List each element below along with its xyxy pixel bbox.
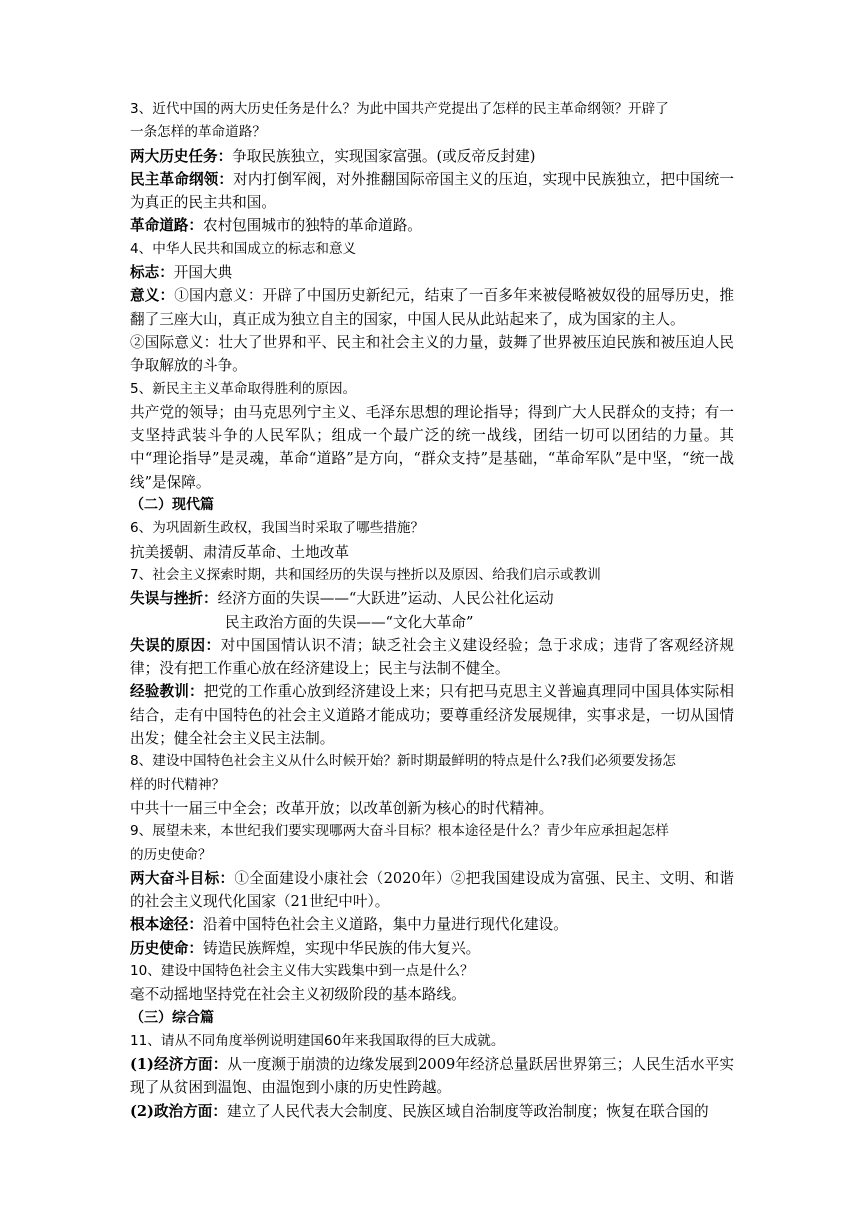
question-7: 7、社会主义探索时期，共和国经历的失误与挫折以及原因、给我们启示或教训 (130, 566, 601, 583)
document-page (130, 98, 734, 1123)
answer-8: 中共十一届三中全会；改革开放；以改革创新为核心的时代精神。 (130, 799, 554, 817)
question-3-line-1: 3、近代中国的两大历史任务是什么？为此中国共产党提出了怎样的民主革命纲领？开辟了 (130, 101, 669, 117)
answer-9-goals-text: ①全面建设小康社会（2020年）②把我国建设成为富强、民主、文明、和谐的社会主义现代化国家（21世纪中叶）。 (130, 869, 734, 911)
answer-11-economy (130, 1053, 734, 1100)
question-9-line-2: 的历史使命？ (130, 846, 212, 863)
answer-4-meaning-text: ①国内意义：开辟了中国历史新纪元，结束了一百多年来被侵略被奴役的屈辱历史，推翻了三座大山，真正成为独立自主的国家，中国人民从此站起来了，成为国家的主人。 (130, 287, 734, 328)
answer-9-mission (130, 937, 734, 960)
answer-11-politics (130, 1100, 734, 1123)
answer-4-mark-label: 标志： (130, 264, 174, 282)
answer-3-tasks (130, 145, 734, 168)
question-5: 5、新民主主义革命取得胜利的原因。 (130, 380, 357, 397)
answer-7-lessons (130, 680, 734, 750)
answer-3-road-label: 革命道路： (130, 217, 203, 235)
answer-3-program-label: 民主革命纲领： (130, 170, 234, 188)
answer-7-mistakes (130, 587, 734, 610)
answer-3-tasks-label: 两大历史任务： (130, 147, 233, 165)
question-9-line-1: 9、展望未来，本世纪我们要实现哪两大奋斗目标？根本途径是什么？青少年应承担起怎样 (130, 823, 669, 840)
answer-3-tasks-text: 争取民族独立，实现国家富强。(或反帝反封建) (232, 147, 536, 165)
answer-11-politics-label: (2)政治方面： (130, 1102, 227, 1120)
answer-9-mission-text: 铸造民族辉煌，实现中华民族的伟大复兴。 (202, 939, 481, 957)
answer-7-reasons-label: 失误的原因： (130, 636, 221, 654)
answer-4-meaning-label: 意义： (130, 287, 175, 305)
answer-7-mistakes-label: 失误与挫折： (130, 590, 218, 608)
answer-3-program (130, 168, 734, 215)
answer-9-goals (130, 867, 734, 914)
answer-3-program-text: 对内打倒军阀，对外推翻国际帝国主义的压迫，实现中民族独立，把中国统一为真正的民主共和国。 (130, 170, 734, 212)
answer-7-lessons-label: 经验教训： (130, 683, 204, 701)
answer-9-mission-label: 历史使命： (130, 939, 203, 957)
answer-3-road-text: 农村包围城市的独特的革命道路。 (202, 217, 422, 235)
answer-3-road (130, 214, 734, 237)
section-heading-modern: （二）现代篇 (130, 497, 214, 514)
question-3-line-2: 一条怎样的革命道路？ (130, 124, 266, 141)
answer-9-goals-label: 两大奋斗目标： (130, 869, 235, 887)
answer-11-politics-text: 建立了人民代表大会制度、民族区域自治制度等政治制度；恢复在联合国的 (226, 1102, 709, 1120)
question-4: 4、中华人民共和国成立的标志和意义 (130, 240, 357, 257)
answer-7-lessons-text: 把党的工作重心放到经济建设上来；只有把马克思主义普遍真理同中国具体实际相结合，走有中国特色的社会主义道路才能成功；要尊重经济发展规律，实事求是，一切从国情出发；健全社会主义民主法制。 (130, 683, 734, 748)
answer-6: 抗美援朝、肃清反革命、土地改革 (130, 543, 349, 561)
question-6: 6、为巩固新生政权，我国当时采取了哪些措施？ (130, 520, 425, 537)
answer-4-meaning (130, 284, 734, 331)
answer-4-mark (130, 261, 734, 284)
question-10: 10、建设中国特色社会主义伟大实践集中到一点是什么？ (130, 962, 474, 979)
answer-10: 毫不动摇地坚持党在社会主义初级阶段的基本路线。 (130, 986, 466, 1004)
answer-5: 共产党的领导；由马克思列宁主义、毛泽东思想的理论指导；得到广大人民群众的支持；有一支坚持武装斗争的人民军队；组成一个最广泛的统一战线，团结一切可以团结的力量。其中“理论指导”是灵魂，革命“道路”是方向，“群众支持”是基础，“革命军队”是中坚，“统一战线”是保障。 (130, 403, 734, 491)
answer-9-path (130, 913, 734, 936)
answer-7-reasons-text: 对中国国情认识不清；缺乏社会主义建设经验；急于求成；违背了客观经济规律；没有把工作重心放在经济建设上；民主与法制不健全。 (130, 636, 734, 678)
question-8-line-1: 8、建设中国特色社会主义从什么时候开始？新时期最鲜明的特点是什么?我们必须要发扬怎 (130, 753, 677, 770)
section-heading-comprehensive: （三）综合篇 (130, 1009, 214, 1026)
answer-9-path-label: 根本途径： (130, 916, 203, 934)
answer-7-mistakes-line-1: 经济方面的失误——“大跃进”运动、人民公社化运动 (217, 590, 554, 608)
answer-7-reasons (130, 634, 734, 681)
answer-11-economy-label: (1)经济方面： (130, 1056, 228, 1074)
answer-11-economy-text: 从一度濒于崩溃的边缘发展到2009年经济总量跃居世界第三；人民生活水平实现了从贫困到温饱、由温饱到小康的历史性跨越。 (130, 1056, 734, 1097)
answer-4-mark-text: 开国大典 (173, 264, 233, 282)
answer-7-mistakes-line-2: 民主政治方面的失误——“文化大革命” (225, 613, 474, 631)
answer-4-international: ②国际意义：壮大了世界和平、民主和社会主义的力量，鼓舞了世界被压迫民族和被压迫人民争取解放的斗争。 (130, 333, 734, 375)
answer-9-path-text: 沿着中国特色社会主义道路，集中力量进行现代化建设。 (202, 916, 568, 934)
question-8-line-2: 样的时代精神？ (130, 776, 226, 793)
question-11: 11、请从不同角度举例说明建国60年来我国取得的巨大成就。 (130, 1032, 505, 1049)
